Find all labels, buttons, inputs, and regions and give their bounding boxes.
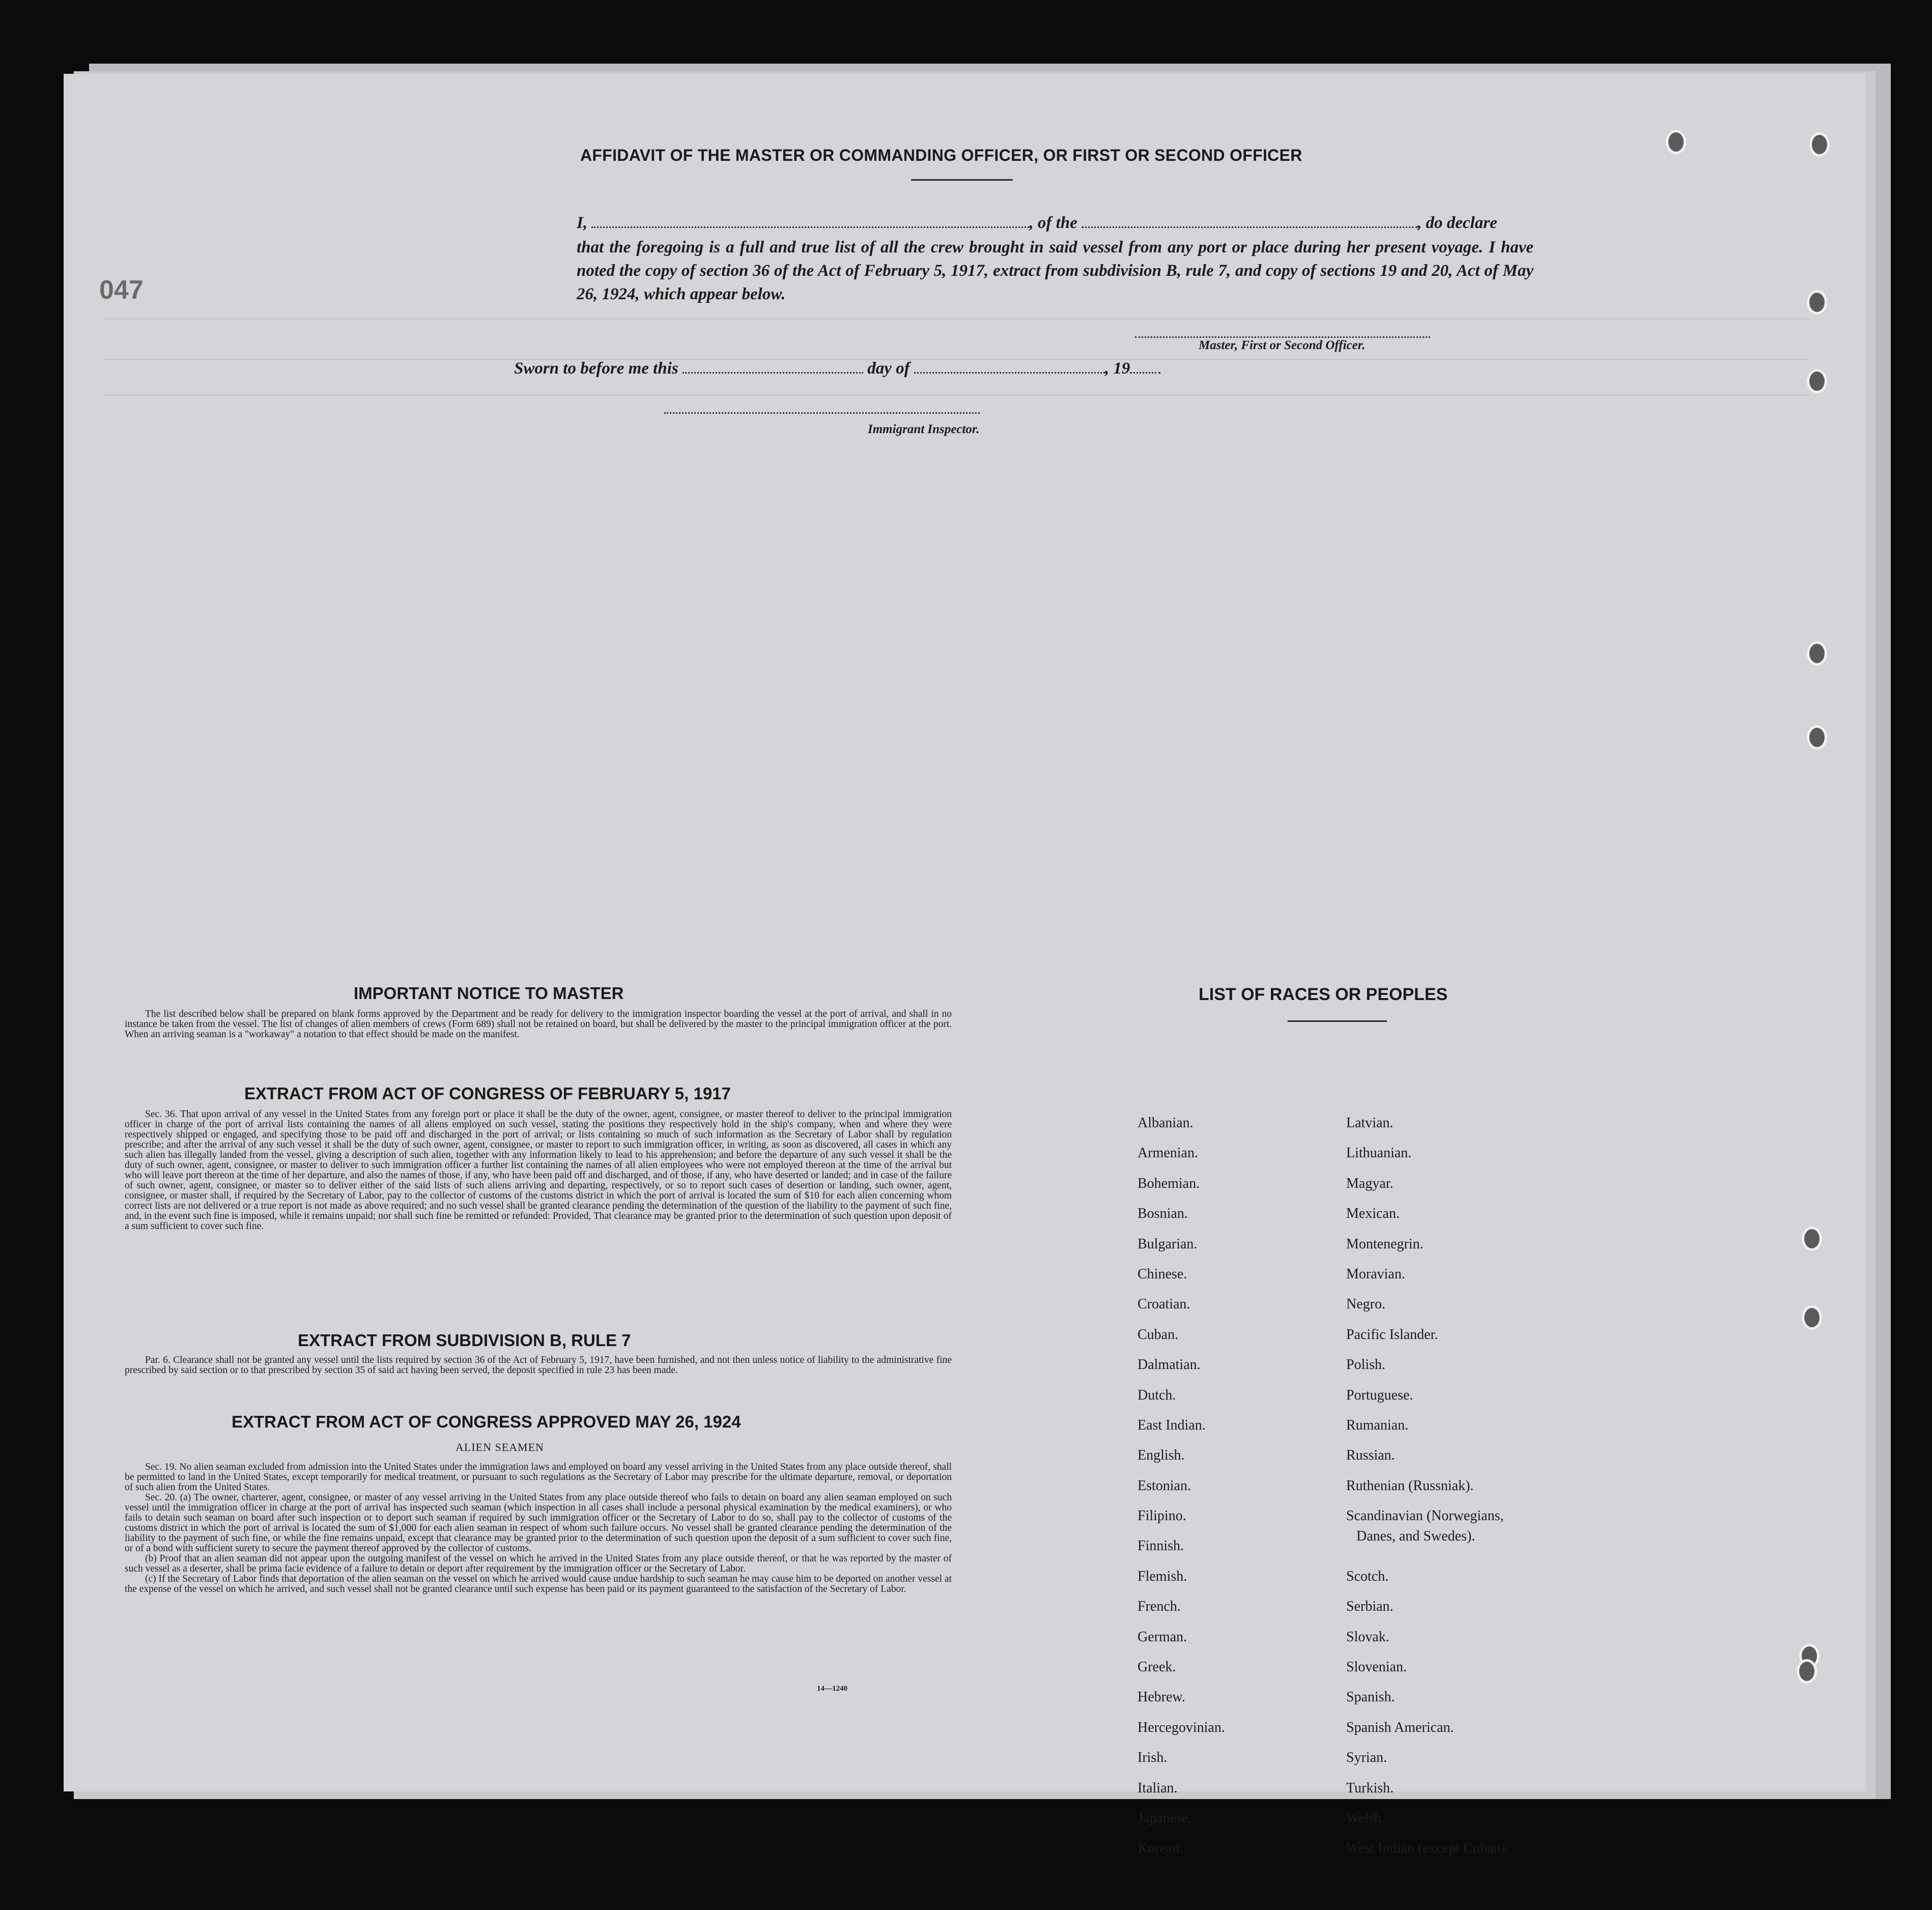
sworn-text: Sworn to before me this — [514, 359, 678, 378]
punch-hole — [1797, 1659, 1817, 1684]
race-item: Serbian. — [1346, 1599, 1394, 1615]
race-item: Finnish. — [1138, 1538, 1184, 1554]
sworn-month-blank — [914, 360, 1105, 374]
sec-19-paragraph: Sec. 19. No alien seaman excluded from admission into the United States under the immigration laws and employed on board any vessel arriving in the United States from any place outside thereof, shall be permitted to land in the United States, except temporarily for medical treatment, or pursuant to such regulations as the Secretary of Labor may prescribe for the ultimate departure, removal, or deportation of such alien from the United States. — [125, 1462, 952, 1493]
race-item: Dutch. — [1138, 1387, 1176, 1403]
sworn-line — [514, 357, 1471, 380]
race-item: English. — [1138, 1447, 1185, 1464]
sec-20b-paragraph: (b) Proof that an alien seaman did not appear upon the outgoing manifest of the vessel on which he arrived in the United States from any place outside thereof, or that he was reported by the master of such vessel as a deserter, shall be prima facie evidence of a failure to detain or deport after requirement by the immigration officer or the Secretary of Labor. — [125, 1553, 952, 1574]
document-page — [64, 74, 1865, 1857]
race-item: Moravian. — [1346, 1266, 1405, 1282]
affidavit-declare: , do declare — [1417, 214, 1497, 232]
race-item: Bulgarian. — [1138, 1236, 1198, 1252]
race-item: Hebrew. — [1138, 1689, 1185, 1705]
sec-20a-paragraph: Sec. 20. (a) The owner, charterer, agent, consignee, or master of any vessel arriving in the United States from any place outside thereof who fails to detain on board any alien seaman employed on such vessel until the immigration officer in charge at the port of arrival has inspected such seaman (which inspection in all cases shall include a personal physical examination by the medical examiners), or who fails to detain such seaman on board after such inspection or to deport such seaman if required by such immigration officer or the Secretary of Labor to do so, shall pay to the collector of customs of the customs district in which the port of arrival is located the sum of $1,000 for each alien seaman in respect of whom such failure occurs. No vessel shall be granted clearance pending the determination of the liability to the payment of such fine, or while the fine remains unpaid, except that clearance may be granted prior to the determination of such question upon the deposit of a sum sufficient to cover such fine, or of a bond with sufficient surety to secure the payment thereof approved by the collector of customs. — [125, 1492, 952, 1554]
race-item: Portuguese. — [1346, 1387, 1413, 1403]
race-item: Welsh. — [1346, 1810, 1385, 1826]
form-number: 14—1240 — [817, 1685, 847, 1693]
races-column-2 — [1346, 1108, 1509, 1864]
stamp-number: 047 — [99, 275, 144, 305]
extract-1924-text — [125, 1462, 952, 1594]
race-item: Filipino. — [1138, 1508, 1186, 1524]
race-item: Latvian. — [1346, 1115, 1394, 1131]
race-item: German. — [1138, 1629, 1187, 1645]
race-item: Hercegovinian. — [1138, 1719, 1225, 1735]
race-item: Mexican. — [1346, 1206, 1400, 1222]
rule-7-title: EXTRACT FROM SUBDIVISION B, RULE 7 — [298, 1331, 631, 1350]
races-title: LIST OF RACES OR PEOPLES — [1199, 985, 1448, 1004]
race-item: Magyar. — [1346, 1175, 1394, 1191]
race-item: Bohemian. — [1138, 1175, 1200, 1191]
race-item: Turkish. — [1346, 1780, 1394, 1796]
race-item: Greek. — [1138, 1659, 1176, 1675]
alien-seamen-subtitle: ALIEN SEAMEN — [456, 1441, 544, 1453]
race-item: Ruthenian (Russniak). — [1346, 1477, 1474, 1494]
sec-36-paragraph: Sec. 36. That upon arrival of any vessel in the United States from any foreign port or place it shall be the duty of the owner, agent, consignee, or master thereof to deliver to the principal immigration officer in charge of the port of arrival lists containing the names of all aliens employed on such vessel, stating the positions they respectively hold in the ship's company, when and where they were respectively shipped or engaged, and specifying those to be paid off and discharged in the port of arrival; or lists containing so much of such information as the Secretary of Labor shall by regulation prescribe; and after the arrival of any such vessel it shall be the duty of such owner, agent, consignee, or master to report to such immigration officer, in writing, as soon as discovered, all cases in which any such alien has illegally landed from the vessel, giving a description of such alien, together with any information likely to lead to his apprehension; and before the departure of any such vessel it shall be the duty of such owner, agent, consignee, or master to deliver to such immigration officer a further list containing the names of all alien employees who were not employed thereon at the time of the arrival but who will leave port thereon at the time of her departure, and also the names of those, if any, who have been paid off and discharged, and of those, if any, who have deserted or landed; and in case of the failure of such owner, agent, consignee, or master so to deliver either of the said lists of such aliens arriving and departing, respectively, or so to report such cases of desertion or landing, such owner, agent, consignee, or master shall, if required by the Secretary of Labor, pay to the collector of customs of the customs district in which the port of arrival is located the sum of $10 for each alien concerning whom correct lists are not delivered or a true report is not made as above required; and no such vessel shall be granted clearance pending the determination of the question of the liability to the payment of such fine, and, in the event such fine is imposed, while it remains unpaid; nor shall such fine be remitted or refunded: Provided, That clearance may be granted prior to the determination of such question upon deposit of a sum sufficient to cover such fine. — [125, 1109, 952, 1232]
inspector-signature-line — [664, 412, 980, 414]
year-blank — [1130, 360, 1160, 374]
race-item: Montenegrin. — [1346, 1236, 1424, 1252]
notice-text — [125, 1009, 952, 1040]
affidavit-title-rule — [911, 179, 1013, 181]
race-item: Estonian. — [1138, 1477, 1191, 1494]
race-item: Slovenian. — [1346, 1659, 1407, 1675]
vessel-blank — [1082, 214, 1417, 228]
sec-20c-paragraph: (c) If the Secretary of Labor finds that deportation of the alien seaman on the vessel on which he arrived would cause undue hardship to such seaman he may cause him to be deported on another vessel at the expense of the vessel on which he arrived, and such vessel shall not be granted clearance until such expense has been paid or its payment guaranteed to the satisfaction of the Secretary of Labor. — [125, 1574, 952, 1594]
race-item: Negro. — [1346, 1296, 1385, 1313]
bleed-through — [104, 394, 1809, 396]
races-column-1 — [1138, 1108, 1225, 1864]
race-item: Scandinavian (Norwegians, — [1346, 1508, 1504, 1524]
race-item: Spanish American. — [1346, 1719, 1454, 1735]
race-item: Bosnian. — [1138, 1206, 1188, 1222]
race-item: Rumanian. — [1346, 1417, 1409, 1433]
race-item: French. — [1138, 1599, 1181, 1615]
race-item: Syrian. — [1346, 1750, 1387, 1766]
sworn-day-blank — [683, 360, 863, 374]
race-item: Dalmatian. — [1138, 1357, 1201, 1373]
notice-title: IMPORTANT NOTICE TO MASTER — [354, 984, 624, 1003]
day-of-text: day of — [867, 359, 910, 378]
race-item: Japanese. — [1138, 1810, 1192, 1826]
race-item: Albanian. — [1138, 1115, 1194, 1131]
rule-7-text — [125, 1355, 952, 1376]
race-item: Scotch. — [1346, 1568, 1389, 1584]
notice-paragraph: The list described below shall be prepared on blank forms approved by the Department and be ready for delivery to the immigration inspector boarding the vessel at the port of arrival, and shall in no instance be taken from the vessel. The list of changes of alien members of crews (Form 689) shall not be retained on board, but shall be delivered by the master to the principal immigration officer at the port. When an arriving seaman is a "workaway" a notation to that effect should be made on the manifest. — [125, 1009, 952, 1040]
inspector-label: Immigrant Inspector. — [868, 422, 980, 436]
race-item: Pacific Islander. — [1346, 1326, 1438, 1343]
punch-hole — [1807, 641, 1827, 666]
race-item: East Indian. — [1138, 1417, 1206, 1433]
race-item: Chinese. — [1138, 1266, 1187, 1282]
name-blank — [591, 214, 1029, 228]
race-item: Armenian. — [1138, 1145, 1198, 1161]
punch-hole — [1807, 369, 1827, 393]
year-text: , 19 — [1104, 359, 1130, 378]
punch-hole — [1807, 725, 1827, 750]
bleed-through — [104, 318, 1809, 320]
races-title-rule — [1288, 1020, 1387, 1022]
affidavit-title: AFFIDAVIT OF THE MASTER OR COMMANDING OFFICER, OR FIRST OR SECOND OFFICER — [580, 146, 1302, 164]
race-item: Lithuanian. — [1346, 1145, 1412, 1161]
race-item: Korean. — [1138, 1840, 1183, 1857]
extract-1917-text — [125, 1109, 952, 1232]
extract-1917-title: EXTRACT FROM ACT OF CONGRESS OF FEBRUARY 5, 1917 — [244, 1084, 731, 1103]
affidavit-of-the: , of the — [1029, 214, 1077, 232]
race-item: Spanish. — [1346, 1689, 1395, 1705]
race-item: Polish. — [1346, 1357, 1386, 1373]
race-item: Croatian. — [1138, 1296, 1190, 1313]
par-6-paragraph: Par. 6. Clearance shall not be granted any vessel until the lists required by section 36 of the Act of February 5, 1917, have been furnished, and not then unless notice of liability to the administrative fine prescribed by said section or to that prescribed by section 35 of said act having been served, the deposit specified in rule 23 has been made. — [125, 1355, 952, 1376]
race-item: Russian. — [1346, 1447, 1395, 1464]
race-item: Cuban. — [1138, 1326, 1179, 1343]
race-item: Irish. — [1138, 1750, 1168, 1766]
race-item: Slovak. — [1346, 1629, 1389, 1645]
master-signature-line — [1135, 336, 1430, 338]
affidavit-line1 — [577, 211, 1533, 235]
race-item: Flemish. — [1138, 1568, 1187, 1584]
affidavit-i: I, — [577, 214, 588, 232]
race-item: West Indian (except Cuban). — [1346, 1840, 1509, 1857]
punch-hole — [1802, 1227, 1822, 1251]
extract-1924-title: EXTRACT FROM ACT OF CONGRESS APPROVED MAY 26, 1924 — [232, 1412, 741, 1431]
punch-hole — [1807, 290, 1827, 315]
punch-hole — [1809, 132, 1830, 157]
punch-hole — [1802, 1305, 1822, 1330]
master-label: Master, First or Second Officer. — [1199, 338, 1366, 352]
race-item: Italian. — [1138, 1780, 1178, 1796]
affidavit-body: that the foregoing is a full and true list of all the crew brought in said vessel from any port or place during her present voyage. I have noted the copy of section 36 of the Act of February 5, 1917, extract from subdivision B, rule 7, and copy of sections 19 and 20, Act of May 26, 1924, which appear below. — [577, 238, 1533, 303]
punch-hole — [1666, 130, 1686, 154]
race-item: Danes, and Swedes). — [1356, 1528, 1475, 1545]
